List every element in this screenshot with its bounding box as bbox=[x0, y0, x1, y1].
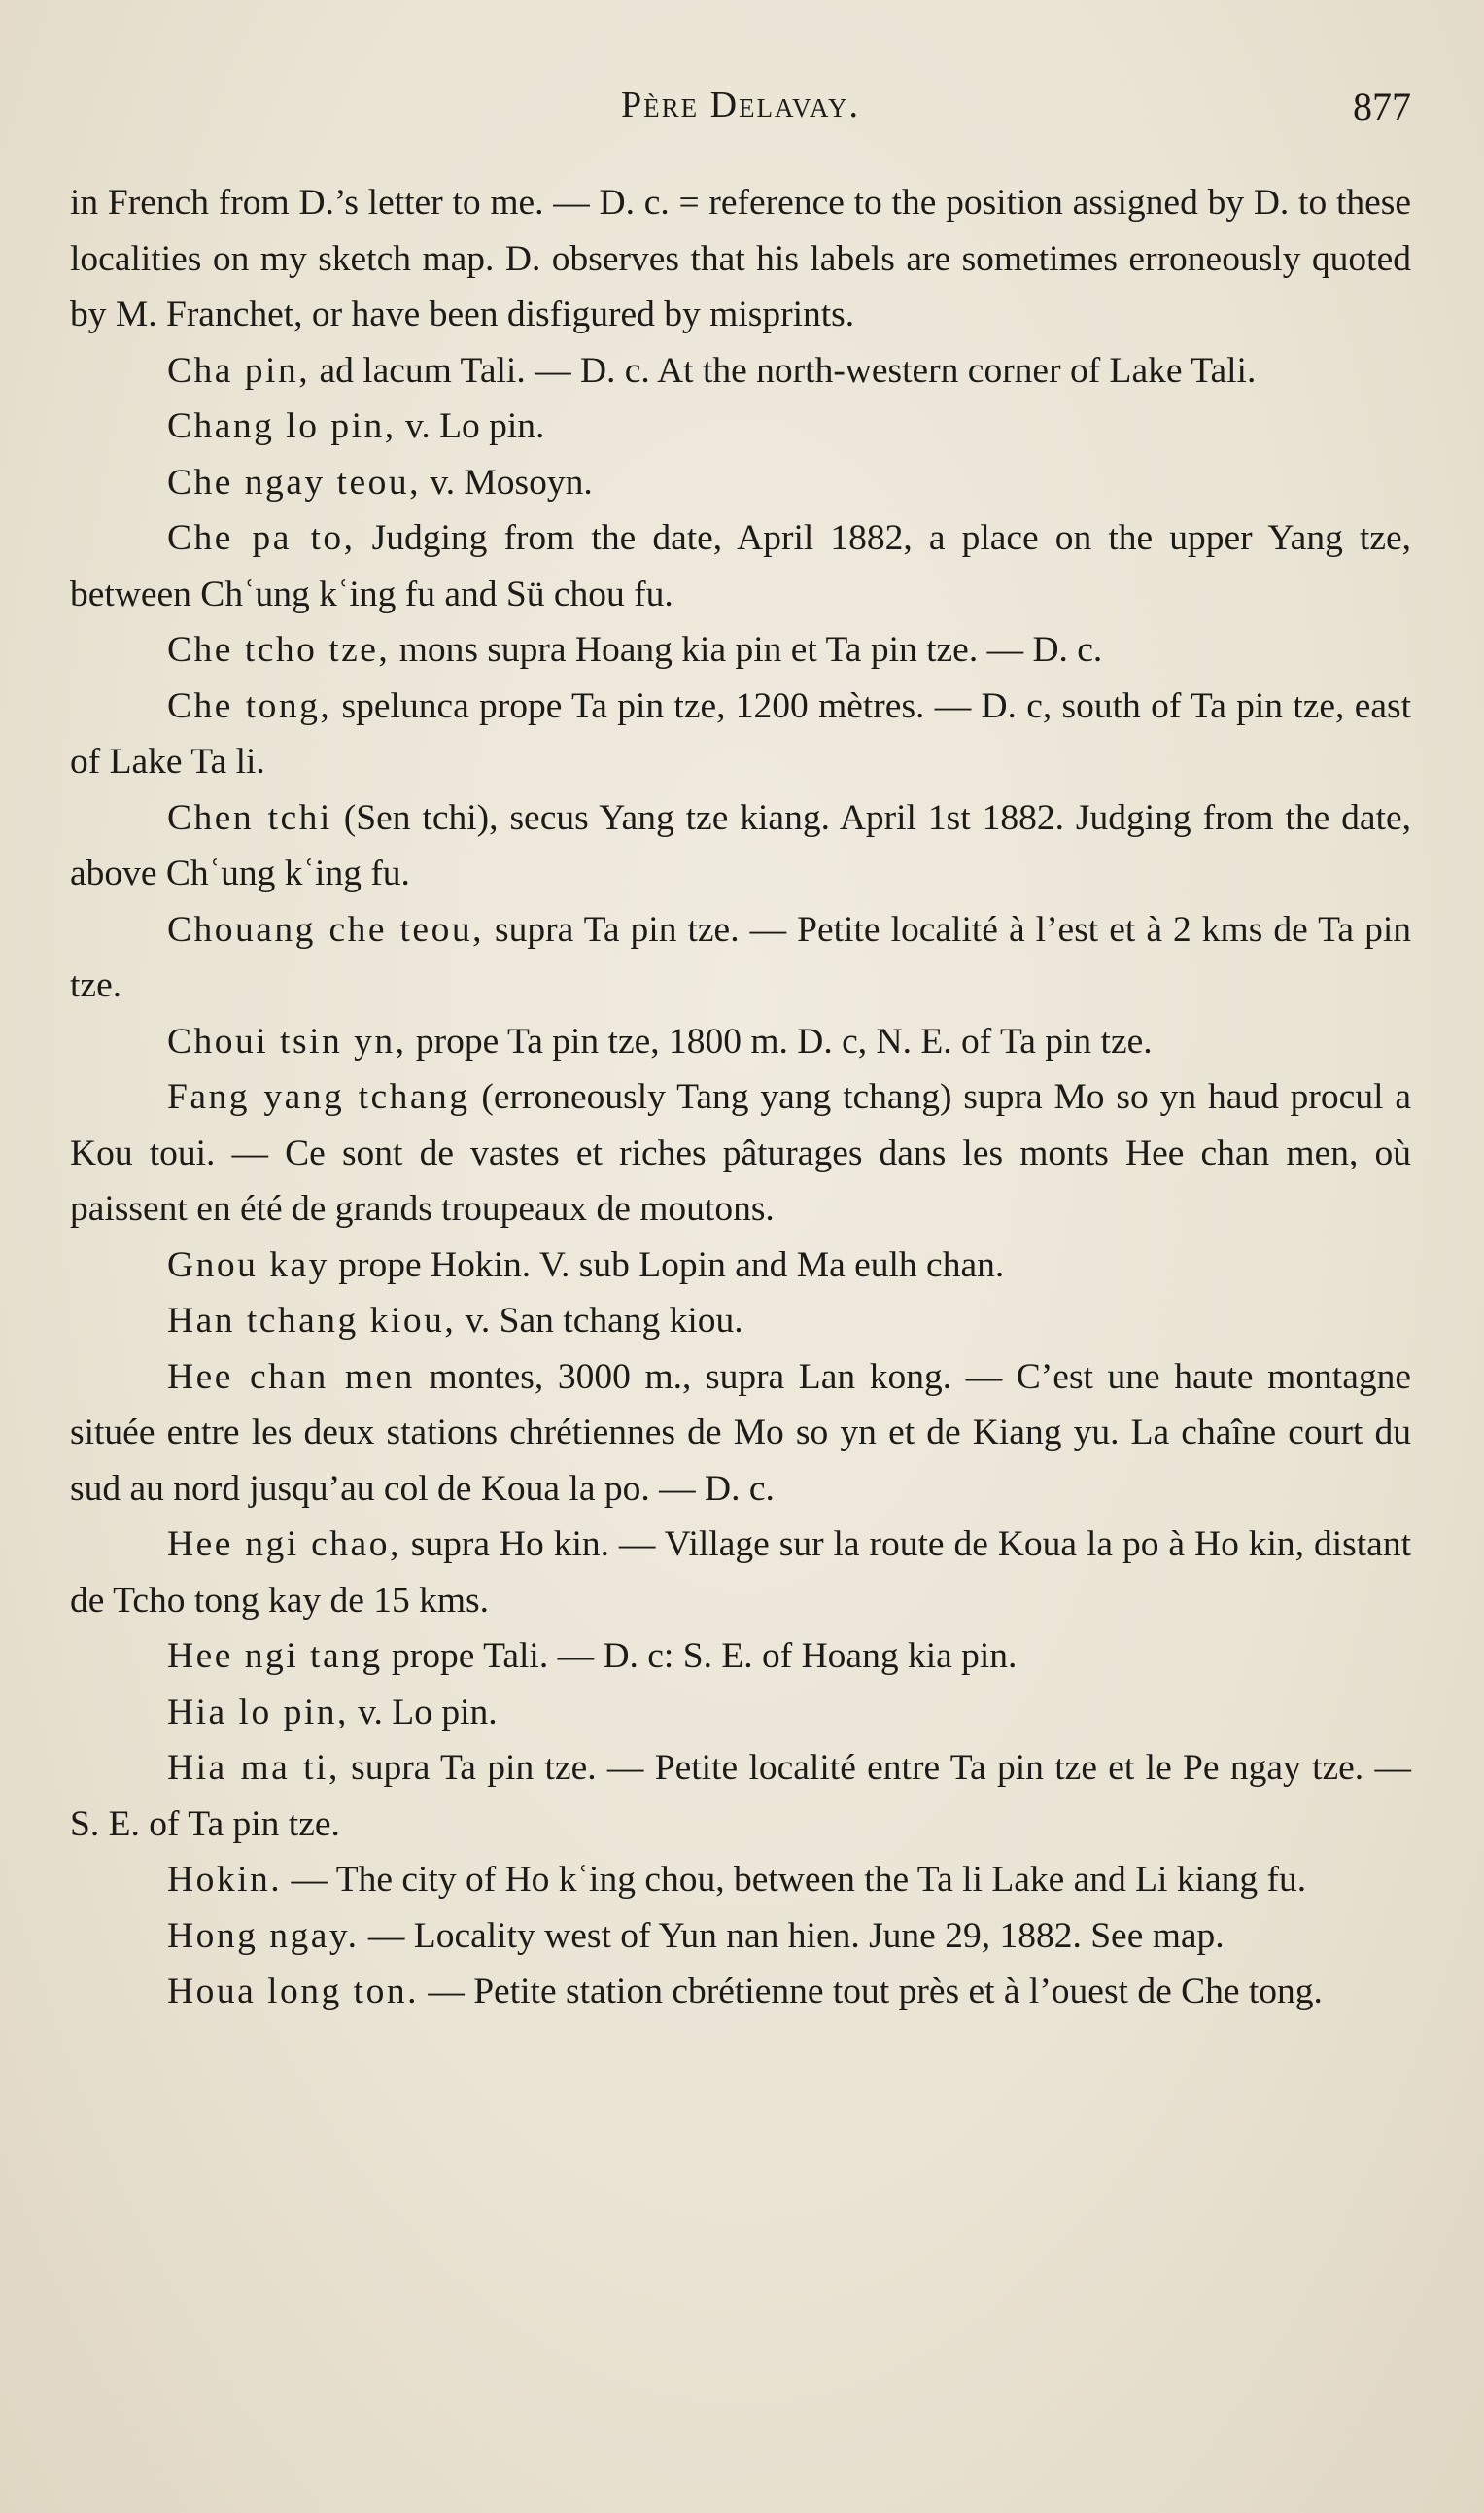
gazetteer-entry bbox=[70, 1628, 1411, 1685]
entry-text: mons supra Hoang kia pin et Ta pin tze. — D. c. bbox=[390, 630, 1103, 670]
entry-text: v. Lo pin. bbox=[396, 406, 545, 446]
entry-text: prope Ta pin tze, 1800 m. D. c, N. E. of Ta pin tze. bbox=[406, 1021, 1153, 1062]
gazetteer-entry bbox=[70, 1069, 1411, 1238]
entry-name: Hee ngi chao, bbox=[167, 1524, 401, 1564]
gazetteer-entry bbox=[70, 343, 1411, 400]
entry-text: Judging from the date, April 1882, a place on the upper Yang tze, between Chʿung kʿing fu and Sü chou fu. bbox=[70, 518, 1411, 614]
gazetteer-entry bbox=[70, 510, 1411, 622]
entry-name: Che tcho tze, bbox=[167, 630, 391, 670]
entry-text: — The city of Ho kʿing chou, between the Ta li Lake and Li kiang fu. bbox=[282, 1860, 1307, 1900]
entry-text: v. San tchang kiou. bbox=[456, 1301, 743, 1341]
entry-name: Hokin. bbox=[167, 1860, 283, 1900]
gazetteer-entry bbox=[70, 455, 1411, 511]
entry-name: Hia lo pin, bbox=[167, 1692, 349, 1732]
gazetteer-entry bbox=[70, 1238, 1411, 1294]
gazetteer-entry bbox=[70, 1014, 1411, 1070]
page-header bbox=[70, 84, 1411, 132]
entry-name: Gnou kay bbox=[167, 1244, 329, 1285]
entry-name: Hee chan men bbox=[167, 1356, 415, 1397]
gazetteer-entry bbox=[70, 902, 1411, 1014]
page-number: 877 bbox=[1353, 85, 1411, 128]
entry-name: Houa long ton. bbox=[167, 1972, 419, 2011]
gazetteer-entry bbox=[70, 1852, 1411, 1908]
gazetteer-entry bbox=[70, 790, 1411, 902]
entry-text: — Petite station cbrétienne tout près et à l’ouest de Che tong. bbox=[418, 1972, 1323, 2011]
entry-name: Fang yang tchang bbox=[167, 1077, 470, 1117]
gazetteer-entry bbox=[70, 1964, 1411, 2020]
entry-name: Han tchang kiou, bbox=[167, 1301, 457, 1341]
entry-name: Chouang che teou, bbox=[167, 909, 484, 950]
paragraph bbox=[70, 175, 1411, 343]
entry-text: — Locality west of Yun nan hien. June 29, 1882. See map. bbox=[359, 1915, 1225, 1956]
entry-name: Che tong, bbox=[167, 685, 332, 726]
entry-text: v. Lo pin. bbox=[348, 1692, 498, 1732]
gazetteer-entry bbox=[70, 622, 1411, 679]
entry-text: prope Hokin. V. sub Lopin and Ma eulh chan. bbox=[328, 1244, 1005, 1285]
gazetteer-entry bbox=[70, 1349, 1411, 1518]
gazetteer-entry bbox=[70, 1908, 1411, 1965]
entry-text: prope Tali. — D. c: S. E. of Hoang kia pin. bbox=[382, 1636, 1018, 1676]
entry-text: montes, 3000 m., supra Lan kong. — C’est une haute montagne située entre les deux stations chrétiennes de Mo so yn et de Kiang yu. La chaîne court du sud au nord jusqu’au col de Koua la po. — D. c. bbox=[70, 1356, 1411, 1509]
entry-name: Choui tsin yn, bbox=[167, 1021, 407, 1062]
entry-name: Hia ma ti, bbox=[167, 1748, 340, 1788]
running-head: Père Delavay. bbox=[620, 85, 861, 125]
gazetteer-entry bbox=[70, 679, 1411, 790]
paragraph-text: in French from D.’s letter to me. — D. c. = reference to the position assigned by D. to these localities on my sketch map. D. observes that his labels are sometimes erroneously quoted by M. Franchet, or have been disfigured by misprints. bbox=[70, 183, 1411, 334]
gazetteer-entry bbox=[70, 1517, 1411, 1628]
entry-text: supra Ta pin tze. — Petite localité entre Ta pin tze et le Pe ngay tze. — S. E. of Ta pin tze. bbox=[70, 1748, 1412, 1844]
entry-name: Che ngay teou, bbox=[167, 462, 421, 503]
entry-name: Che pa to, bbox=[167, 518, 356, 558]
entry-name: Cha pin, bbox=[167, 350, 311, 391]
entry-name: Hong ngay. bbox=[167, 1915, 360, 1956]
gazetteer-entry bbox=[70, 1293, 1411, 1349]
entry-name: Chang lo pin, bbox=[167, 406, 397, 446]
entry-text: (erroneously Tang yang tchang) supra Mo so yn haud procul a Kou toui. — Ce sont de vastes et riches pâturages dans les monts Hee chan men, où paissent en été de grands troupeaux de moutons. bbox=[70, 1077, 1411, 1229]
entry-name: Hee ngi tang bbox=[167, 1636, 383, 1676]
entry-text: spelunca prope Ta pin tze, 1200 mètres. — D. c, south of Ta pin tze, east of Lake Ta li. bbox=[70, 685, 1412, 782]
entry-text: ad lacum Tali. — D. c. At the north-western corner of Lake Tali. bbox=[310, 350, 1257, 391]
gazetteer-entry bbox=[70, 1685, 1411, 1741]
entry-name: Chen tchi bbox=[167, 797, 332, 838]
entry-text: (Sen tchi), secus Yang tze kiang. April 1st 1882. Judging from the date, above Chʿung kʿing fu. bbox=[70, 797, 1412, 893]
gazetteer-entry bbox=[70, 1740, 1411, 1852]
body-text bbox=[70, 175, 1411, 2020]
entry-text: v. Mosoyn. bbox=[421, 462, 593, 503]
entry-text: supra Ta pin tze. — Petite localité à l’est et à 2 kms de Ta pin tze. bbox=[70, 909, 1411, 1005]
gazetteer-entry bbox=[70, 399, 1411, 455]
entry-text: supra Ho kin. — Village sur la route de Koua la po à Ho kin, distant de Tcho tong kay de 15 kms. bbox=[70, 1524, 1411, 1621]
